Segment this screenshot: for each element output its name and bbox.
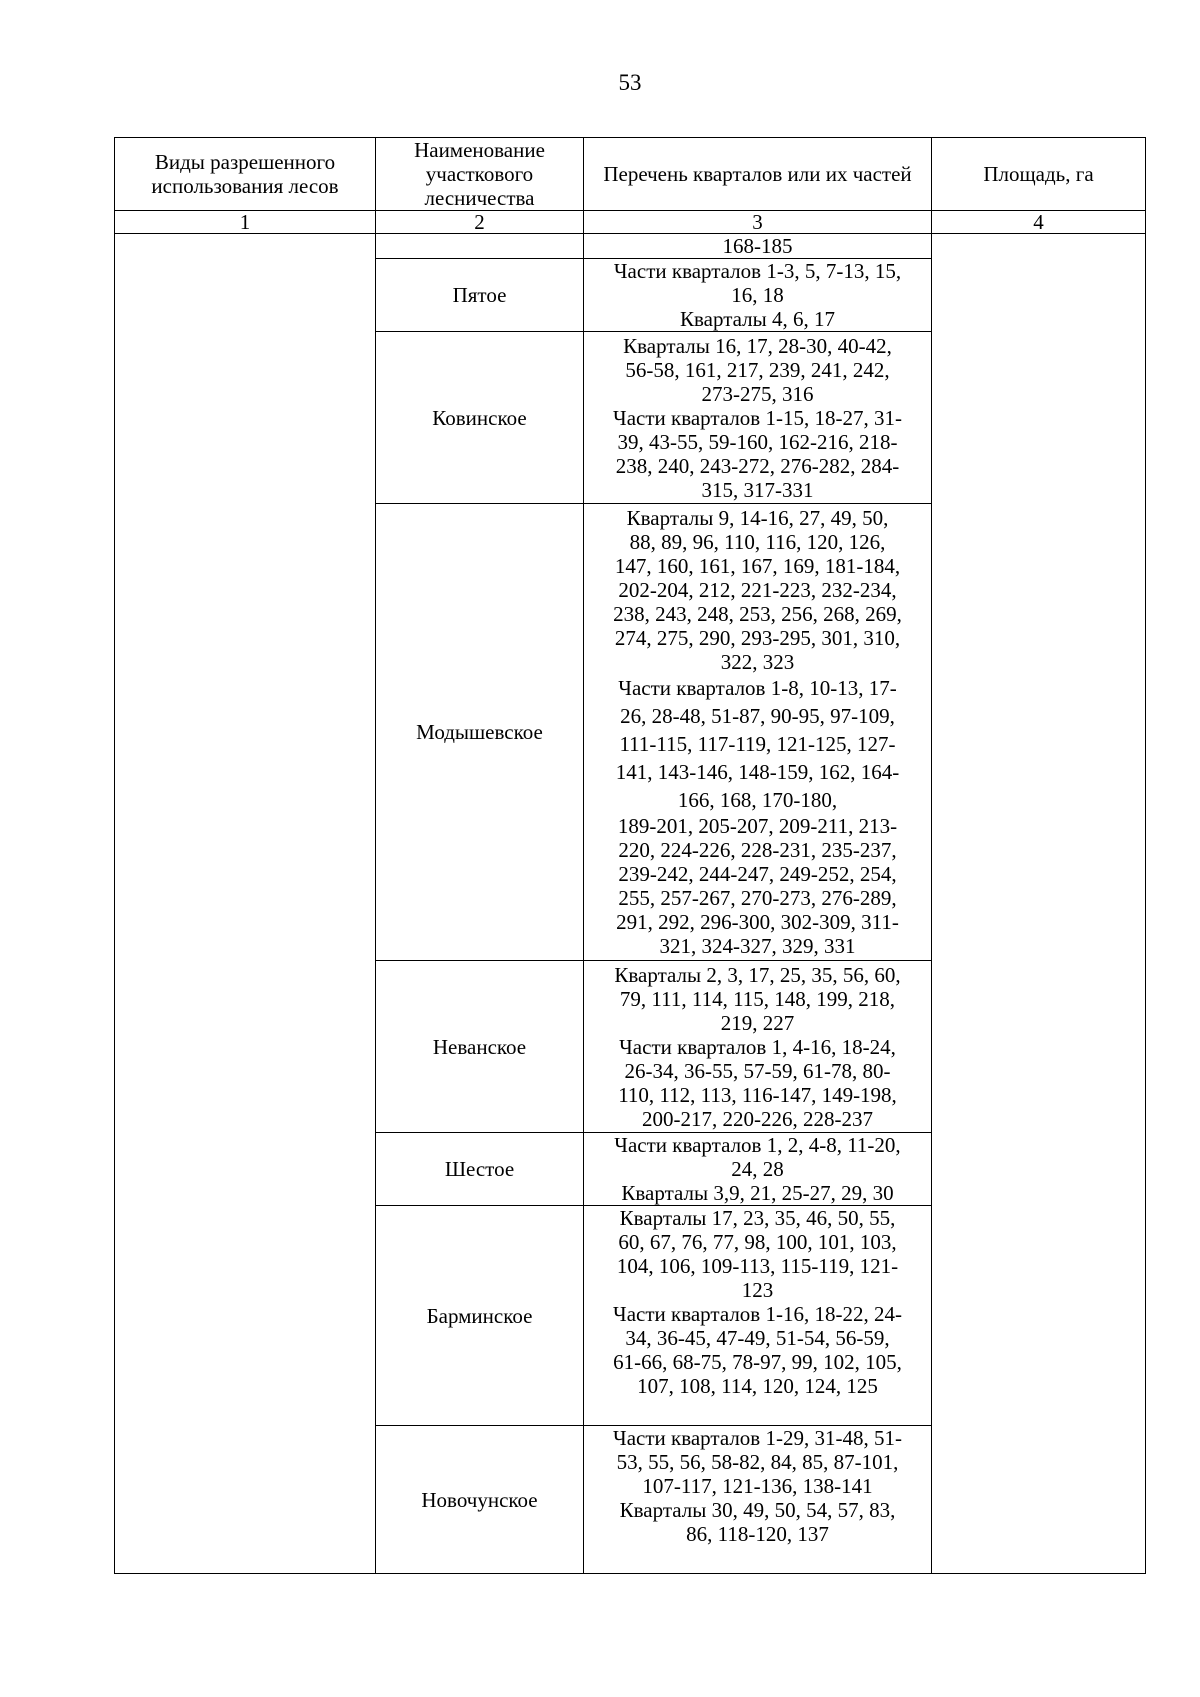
header-quarters-list: Перечень кварталов или их частей: [584, 138, 932, 211]
column-number-4: 4: [932, 211, 1146, 234]
area-cell: [932, 234, 1146, 1574]
quarters-block: Кварталы 17, 23, 35, 46, 50, 55, 60, 67, 76, 77, 98, 100, 101, 103, 104, 106, 109-113, 115-119, 121- 123: [616, 1206, 899, 1302]
quarters-block: Части кварталов 1-8, 10-13, 17- 26, 28-48, 51-87, 90-95, 97-109, 111-115, 117-119, 121-125, 127- 141, 143-146, 148-159, 162, 164- 166, 168, 170-180,: [615, 676, 900, 812]
header-area: Площадь, га: [932, 138, 1146, 211]
quarters-cell: [584, 332, 932, 504]
forestry-name-cell: Ковинское: [376, 332, 584, 504]
quarters-block: Кварталы 3,9, 21, 25-27, 29, 30: [621, 1181, 894, 1205]
forestry-name-cell: Модышевское: [376, 504, 584, 961]
forestry-name-cell: Пятое: [376, 259, 584, 332]
column-number-2: 2: [376, 211, 584, 234]
quarters-block: Кварталы 9, 14-16, 27, 49, 50, 88, 89, 96, 110, 116, 120, 126, 147, 160, 161, 167, 169, 181-184, 202-204, 212, 221-223, 232-234, 238, 243, 248, 253, 256, 268, 269, 274, 275, 290, 293-295, 301, 310, 322, 323: [613, 506, 902, 674]
column-number-3: 3: [584, 211, 932, 234]
quarters-table: [114, 137, 1146, 1574]
quarters-block: Части кварталов 1-29, 31-48, 51- 53, 55, 56, 58-82, 84, 85, 87-101, 107-117, 121-136, 138-141: [613, 1426, 902, 1498]
forestry-name-cell: Шестое: [376, 1133, 584, 1206]
quarters-block: Кварталы 4, 6, 17: [680, 307, 835, 331]
table-row: [115, 234, 1146, 259]
quarters-cell: [584, 259, 932, 332]
forestry-name-cell: Барминское: [376, 1206, 584, 1426]
header-forestry-name: Наименование участкового лесничества: [376, 138, 584, 211]
quarters-cell: 168-185: [584, 234, 932, 259]
quarters-cell: [584, 1133, 932, 1206]
page-number: 53: [618, 70, 642, 95]
quarters-block: Кварталы 30, 49, 50, 54, 57, 83, 86, 118-120, 137: [619, 1498, 896, 1546]
quarters-cell: [584, 961, 932, 1133]
forestry-name-cell: Неванское: [376, 961, 584, 1133]
quarters-block: Части кварталов 1-15, 18-27, 31- 39, 43-55, 59-160, 162-216, 218- 238, 240, 243-272, 276-282, 284- 315, 317-331: [613, 405, 902, 502]
forestry-name-cell: Новочунское: [376, 1426, 584, 1574]
forestry-name-cell: [376, 234, 584, 259]
quarters-block: Кварталы 2, 3, 17, 25, 35, 56, 60, 79, 111, 114, 115, 148, 199, 218, 219, 227: [614, 962, 901, 1035]
usage-type-cell: [115, 234, 376, 1574]
quarters-block: Части кварталов 1, 2, 4-8, 11-20, 24, 28: [614, 1133, 901, 1181]
quarters-block: 189-201, 205-207, 209-211, 213- 220, 224-226, 228-231, 235-237, 239-242, 244-247, 249-252, 254, 255, 257-267, 270-273, 276-289, 291, 292, 296-300, 302-309, 311- 321, 324-327, 329, 331: [616, 814, 899, 958]
header-usage-type: Виды разрешенного использования лесов: [115, 138, 376, 211]
column-number-1: 1: [115, 211, 376, 234]
quarters-block: Части кварталов 1-16, 18-22, 24- 34, 36-45, 47-49, 51-54, 56-59, 61-66, 68-75, 78-97, 99, 102, 105, 107, 108, 114, 120, 124, 125: [613, 1302, 902, 1398]
quarters-cell: [584, 1426, 932, 1574]
header-row: [115, 138, 1146, 211]
quarters-cell: [584, 504, 932, 961]
quarters-cell: [584, 1206, 932, 1426]
quarters-block: Кварталы 16, 17, 28-30, 40-42, 56-58, 161, 217, 239, 241, 242, 273-275, 316: [623, 333, 892, 406]
quarters-block: Части кварталов 1, 4-16, 18-24, 26-34, 36-55, 57-59, 61-78, 80- 110, 112, 113, 116-147, 149-198, 200-217, 220-226, 228-237: [618, 1034, 897, 1131]
column-number-row: [115, 211, 1146, 234]
quarters-block: Части кварталов 1-3, 5, 7-13, 15, 16, 18: [613, 259, 902, 307]
